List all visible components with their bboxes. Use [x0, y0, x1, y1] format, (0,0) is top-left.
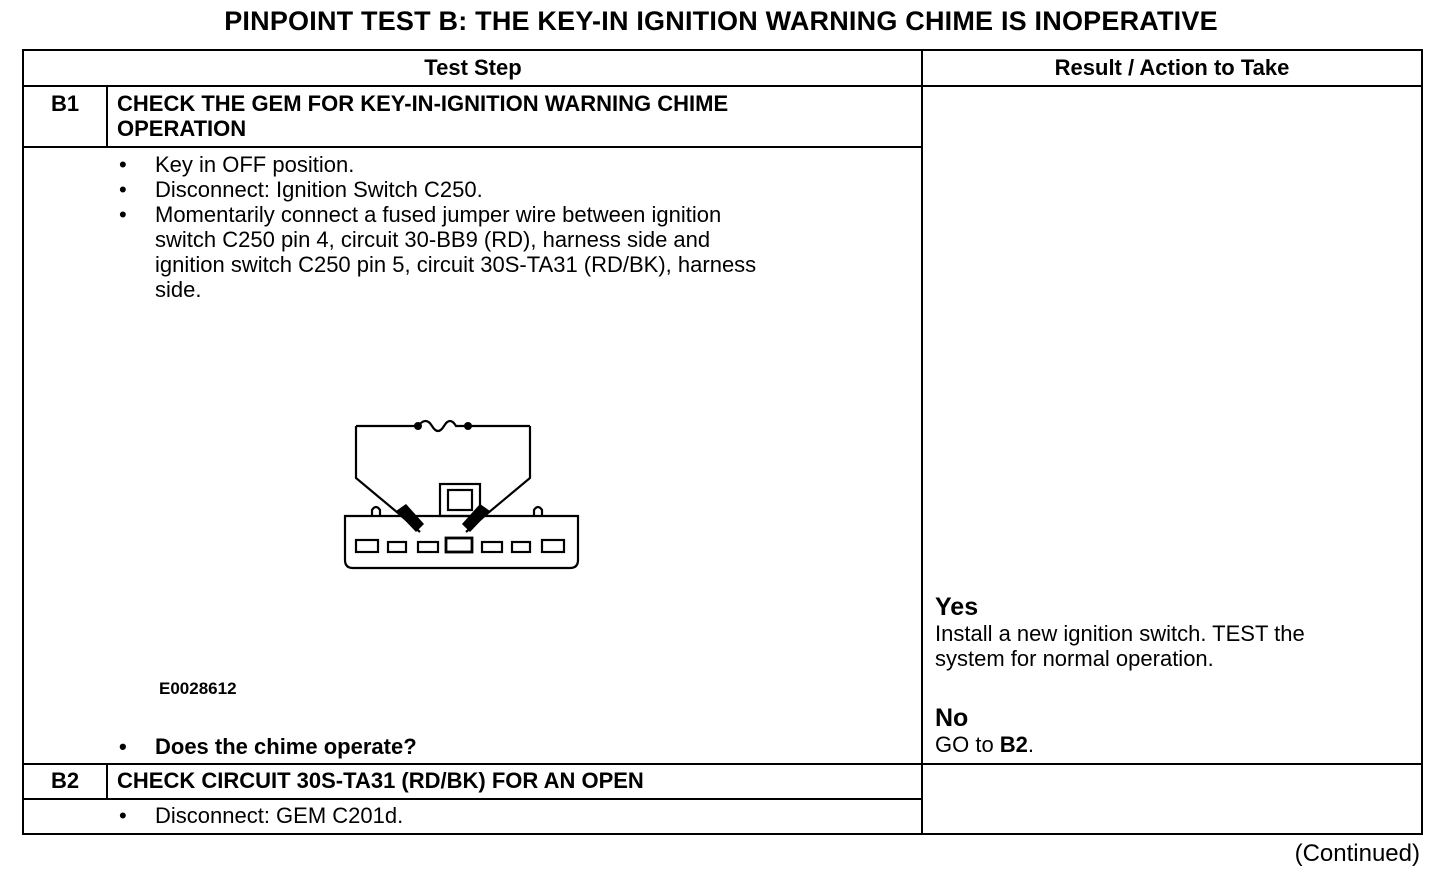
header-divider: [24, 85, 1421, 87]
result-yes-line2: system for normal operation.: [935, 646, 1214, 671]
pin-cavity: [388, 542, 406, 552]
pin-cavity: [418, 542, 438, 552]
list-item-line: side.: [155, 277, 202, 302]
step-title-b1: [117, 91, 728, 141]
figure-id: E0028612: [159, 679, 237, 698]
connector-latch-inner: [448, 490, 472, 510]
jumper-wire-left: [356, 426, 398, 513]
fuse-terminal-right: [464, 422, 472, 430]
continued-label: (Continued): [1294, 840, 1420, 867]
row-divider: [24, 763, 1421, 765]
pin-cavity: [512, 542, 530, 552]
step-id-divider: [106, 763, 108, 799]
step-id-b2: B2: [50, 768, 80, 793]
probe-tip-left: [396, 504, 424, 532]
list-item: • Key in OFF position.: [117, 152, 756, 177]
connector-jumper-diagram: [320, 370, 600, 580]
list-item: • Disconnect: Ignition Switch C250.: [117, 177, 756, 202]
pin-cavity: [446, 538, 472, 552]
question-item: • Does the chime operate?: [117, 734, 417, 759]
list-item-line: switch C250 pin 4, circuit 30-BB9 (RD), harness side and: [155, 227, 711, 252]
result-no-action: [935, 732, 1405, 757]
probe-tip-right: [462, 504, 490, 532]
row-divider: [24, 146, 922, 148]
step-title-b1-line2: OPERATION: [117, 116, 247, 141]
result-no-suffix: .: [1027, 732, 1035, 757]
page-title: PINPOINT TEST B: THE KEY-IN IGNITION WARNING CHIME IS INOPERATIVE: [224, 6, 1218, 36]
list-item: • Disconnect: GEM C201d.: [117, 803, 403, 828]
step-title-b2: CHECK CIRCUIT 30S-TA31 (RD/BK) FOR AN OPEN: [117, 768, 644, 793]
list-item-line: ignition switch C250 pin 5, circuit 30S-TA31 (RD/BK), harness: [155, 252, 757, 277]
step-b2-instructions: [117, 803, 403, 828]
fuse-symbol: [418, 421, 468, 431]
list-item-line: Momentarily connect a fused jumper wire between ignition: [155, 202, 722, 227]
jumper-wire-right: [488, 426, 530, 513]
pin-cavity: [542, 540, 564, 552]
goto-b2-link[interactable]: B2: [999, 732, 1028, 757]
step-b1-question: [117, 734, 417, 759]
column-divider: [921, 51, 923, 833]
header-result: Result / Action to Take: [1054, 55, 1290, 80]
list-item: [117, 202, 756, 302]
result-no-label: No: [935, 704, 969, 732]
step-id-divider: [106, 85, 108, 147]
connector-tab-right: [534, 507, 542, 516]
result-yes-label: Yes: [935, 593, 979, 621]
header-test-step: Test Step: [424, 55, 522, 80]
step-id-b1: B1: [50, 91, 80, 116]
result-yes: [935, 594, 1405, 671]
connector-tab-left: [372, 507, 380, 516]
pin-cavity: [356, 540, 378, 552]
step-b1-instructions: [117, 152, 756, 302]
result-no-prefix: GO to: [935, 732, 1000, 757]
result-no: [935, 705, 1405, 757]
row-divider: [24, 798, 922, 800]
pinpoint-test-table: [22, 49, 1423, 835]
step-title-b1-line1: CHECK THE GEM FOR KEY-IN-IGNITION WARNING CHIME: [117, 91, 729, 116]
result-yes-line1: Install a new ignition switch. TEST the: [935, 621, 1305, 646]
pin-cavity: [482, 542, 502, 552]
fuse-terminal-left: [414, 422, 422, 430]
